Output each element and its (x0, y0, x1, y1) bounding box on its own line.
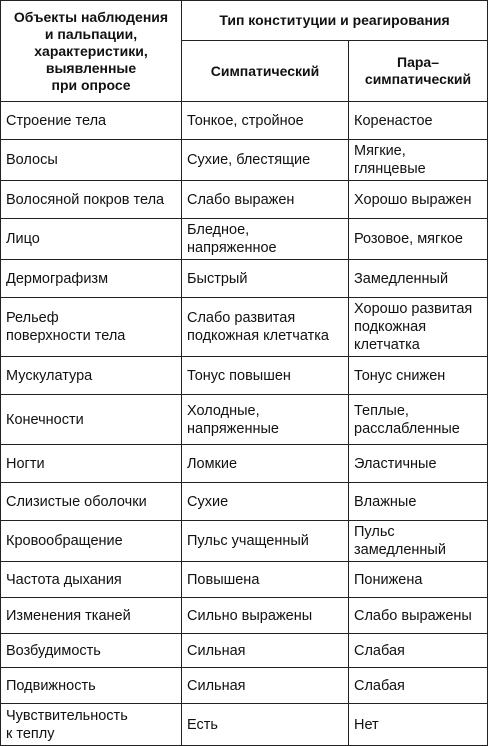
cell-parasympathetic: Понижена (349, 562, 488, 598)
cell-sympathetic: Пульс учащенный (182, 521, 349, 562)
cell-sympathetic: Есть (182, 704, 349, 746)
cell-sympathetic: Бледное, напряженное (182, 219, 349, 260)
cell-sympathetic: Сильно выражены (182, 598, 349, 634)
cell-sympathetic: Ломкие (182, 445, 349, 483)
cell-object: Ногти (1, 445, 182, 483)
table-body (1, 102, 488, 746)
cell-parasympathetic: Слабо выражены (349, 598, 488, 634)
cell-object: Чувствительность к теплу (1, 704, 182, 746)
cell-object: Лицо (1, 219, 182, 260)
header-type-group: Тип конституции и реагирования (182, 1, 488, 41)
cell-parasympathetic: Влажные (349, 483, 488, 521)
cell-parasympathetic: Эластичные (349, 445, 488, 483)
table-row (1, 668, 488, 704)
cell-object: Дермографизм (1, 260, 182, 298)
table-row (1, 521, 488, 562)
cell-sympathetic: Сильная (182, 668, 349, 704)
header-row-top (1, 1, 488, 41)
table-row (1, 102, 488, 140)
cell-sympathetic: Слабо выражен (182, 181, 349, 219)
cell-parasympathetic: Слабая (349, 634, 488, 668)
table-row (1, 562, 488, 598)
cell-object: Конечности (1, 395, 182, 445)
cell-parasympathetic: Замедленный (349, 260, 488, 298)
cell-parasympathetic: Теплые, расслабленные (349, 395, 488, 445)
cell-object: Подвижность (1, 668, 182, 704)
cell-object: Частота дыхания (1, 562, 182, 598)
header-parasympathetic: Пара– симпатический (349, 41, 488, 102)
cell-parasympathetic: Нет (349, 704, 488, 746)
cell-parasympathetic: Пульс замедленный (349, 521, 488, 562)
cell-object: Волосяной покров тела (1, 181, 182, 219)
cell-object: Строение тела (1, 102, 182, 140)
cell-parasympathetic: Хорошо развитая подкожная клетчатка (349, 298, 488, 357)
table-row (1, 483, 488, 521)
table-row (1, 219, 488, 260)
cell-object: Мускулатура (1, 357, 182, 395)
table-row (1, 260, 488, 298)
cell-object: Изменения тканей (1, 598, 182, 634)
cell-parasympathetic: Тонус снижен (349, 357, 488, 395)
cell-sympathetic: Сильная (182, 634, 349, 668)
header-objects: Объекты наблюдения и пальпации, характеристики, выявленные при опросе (1, 1, 182, 102)
table-row (1, 445, 488, 483)
cell-sympathetic: Тонкое, стройное (182, 102, 349, 140)
cell-sympathetic: Сухие (182, 483, 349, 521)
cell-sympathetic: Слабо развитая подкожная клетчатка (182, 298, 349, 357)
table-row (1, 357, 488, 395)
cell-parasympathetic: Хорошо выражен (349, 181, 488, 219)
table-row (1, 140, 488, 181)
header-sympathetic: Симпатический (182, 41, 349, 102)
cell-parasympathetic: Мягкие, глянцевые (349, 140, 488, 181)
cell-sympathetic: Повышена (182, 562, 349, 598)
table-row (1, 704, 488, 746)
table-row (1, 181, 488, 219)
cell-object: Рельеф поверхности тела (1, 298, 182, 357)
table-row (1, 395, 488, 445)
cell-parasympathetic: Слабая (349, 668, 488, 704)
cell-parasympathetic: Розовое, мягкое (349, 219, 488, 260)
table-row (1, 298, 488, 357)
table-row (1, 634, 488, 668)
cell-parasympathetic: Коренастое (349, 102, 488, 140)
cell-sympathetic: Тонус повышен (182, 357, 349, 395)
cell-sympathetic: Холодные, напряженные (182, 395, 349, 445)
cell-object: Возбудимость (1, 634, 182, 668)
cell-object: Волосы (1, 140, 182, 181)
table-row (1, 598, 488, 634)
cell-object: Слизистые оболочки (1, 483, 182, 521)
cell-sympathetic: Сухие, блестящие (182, 140, 349, 181)
cell-sympathetic: Быстрый (182, 260, 349, 298)
cell-object: Кровообращение (1, 521, 182, 562)
